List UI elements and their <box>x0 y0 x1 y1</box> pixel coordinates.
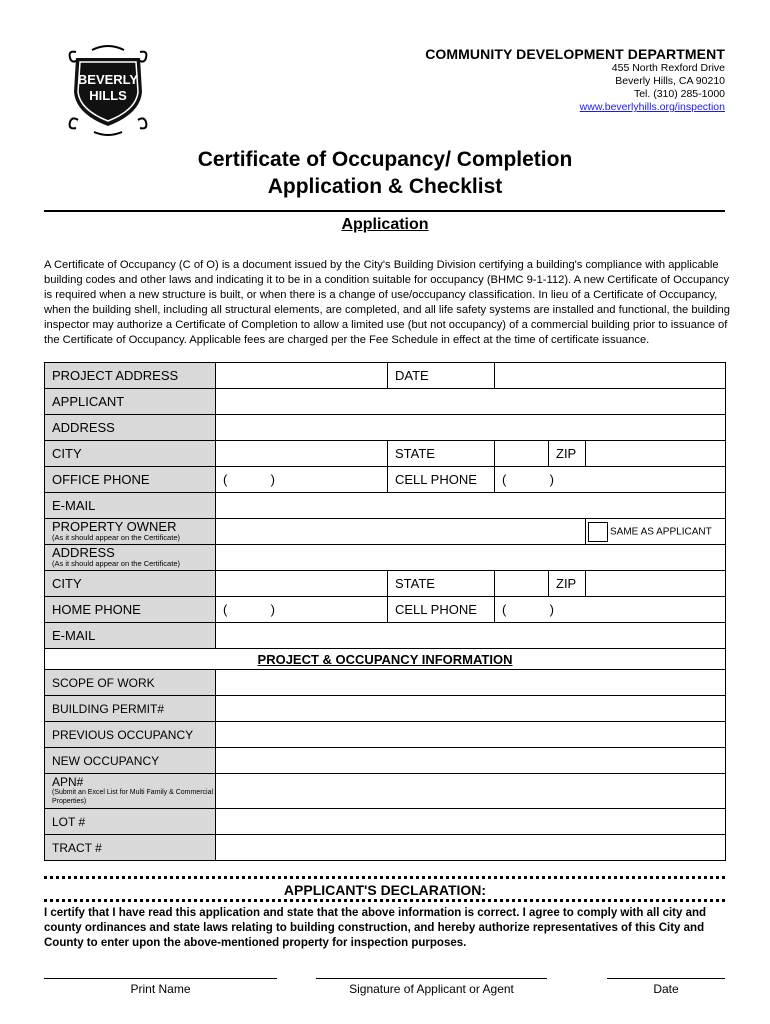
owner-cell-phone-label: CELL PHONE <box>388 597 495 623</box>
previous-occupancy-label: PREVIOUS OCCUPANCY <box>45 722 216 748</box>
same-as-applicant-checkbox[interactable] <box>588 522 608 542</box>
applicant-label: APPLICANT <box>45 389 216 415</box>
project-info-heading: PROJECT & OCCUPANCY INFORMATION <box>45 649 726 670</box>
dotted-divider-bottom <box>44 899 725 902</box>
property-owner-text: PROPERTY OWNER <box>52 519 177 534</box>
same-as-applicant-label: SAME AS APPLICANT <box>610 526 712 538</box>
phone-close-paren: ) <box>270 472 275 487</box>
row-project-address <box>45 363 726 389</box>
phone-open-paren: ( <box>223 602 228 617</box>
city-label: CITY <box>45 441 216 467</box>
property-owner-field[interactable] <box>216 519 586 545</box>
page-title <box>0 146 770 200</box>
project-address-field[interactable] <box>216 363 388 389</box>
row-apn <box>45 774 726 809</box>
phone-open-paren: ( <box>502 472 507 487</box>
zip-label: ZIP <box>549 441 586 467</box>
print-name-line[interactable] <box>44 978 277 979</box>
row-home-phone <box>45 597 726 623</box>
row-email <box>45 493 726 519</box>
phone-open-paren: ( <box>502 602 507 617</box>
row-lot <box>45 809 726 835</box>
address-field[interactable] <box>216 415 726 441</box>
new-occupancy-label: NEW OCCUPANCY <box>45 748 216 774</box>
cell-phone-label: CELL PHONE <box>388 467 495 493</box>
department-block <box>425 46 725 114</box>
phone-close-paren: ) <box>549 602 554 617</box>
owner-state-field[interactable] <box>495 571 549 597</box>
date-field[interactable] <box>495 363 726 389</box>
owner-address-text: ADDRESS <box>52 545 115 560</box>
declaration-text: I certify that I have read this application and state that the above information is correct. I agree to comply with all city and county ordinances and state laws relating to building construction, and hereby authorize representatives of this City and County to enter upon the above-mentioned property for inspection purposes. <box>44 907 707 949</box>
declaration-heading: APPLICANT'S DECLARATION: <box>283 882 487 898</box>
signature-label: Signature of Applicant or Agent <box>349 982 514 996</box>
home-phone-field[interactable] <box>216 597 388 623</box>
city-field[interactable] <box>216 441 388 467</box>
row-tract <box>45 835 726 861</box>
date-line[interactable] <box>607 978 725 979</box>
date-label: DATE <box>388 363 495 389</box>
owner-address-note: (As it should appear on the Certificate) <box>52 559 180 568</box>
project-address-label: PROJECT ADDRESS <box>45 363 216 389</box>
application-heading: Application <box>341 216 429 233</box>
print-name-label: Print Name <box>130 982 191 996</box>
row-address <box>45 415 726 441</box>
row-owner-city <box>45 571 726 597</box>
owner-city-field[interactable] <box>216 571 388 597</box>
applicant-field[interactable] <box>216 389 726 415</box>
website-link[interactable]: www.beverlyhills.org/inspection <box>579 101 725 113</box>
previous-occupancy-field[interactable] <box>216 722 726 748</box>
dotted-divider-top <box>44 876 725 879</box>
address-label: ADDRESS <box>45 415 216 441</box>
title-line1: Certificate of Occupancy/ Completion <box>197 148 573 171</box>
owner-address-field[interactable] <box>216 545 726 571</box>
row-previous-occupancy <box>45 722 726 748</box>
owner-cell-phone-field[interactable] <box>495 597 726 623</box>
department-name: COMMUNITY DEVELOPMENT DEPARTMENT <box>425 46 725 62</box>
owner-state-label: STATE <box>388 571 495 597</box>
property-owner-note: (As it should appear on the Certificate) <box>52 533 180 542</box>
lot-field[interactable] <box>216 809 726 835</box>
scope-of-work-label: SCOPE OF WORK <box>45 670 216 696</box>
home-phone-label: HOME PHONE <box>45 597 216 623</box>
row-owner-email <box>45 623 726 649</box>
application-form <box>44 362 726 861</box>
apn-text: APN# <box>52 775 84 789</box>
apn-field[interactable] <box>216 774 726 809</box>
new-occupancy-field[interactable] <box>216 748 726 774</box>
state-label: STATE <box>388 441 495 467</box>
phone-close-paren: ) <box>549 472 554 487</box>
owner-email-field[interactable] <box>216 623 726 649</box>
building-permit-label: BUILDING PERMIT# <box>45 696 216 722</box>
email-label: E-MAIL <box>45 493 216 519</box>
row-new-occupancy <box>45 748 726 774</box>
row-scope <box>45 670 726 696</box>
owner-address-label <box>45 545 216 571</box>
tract-field[interactable] <box>216 835 726 861</box>
office-phone-field[interactable] <box>216 467 388 493</box>
address-line1: 455 North Rexford Drive <box>611 62 725 74</box>
cell-phone-field[interactable] <box>495 467 726 493</box>
row-property-owner <box>45 519 726 545</box>
same-as-applicant[interactable] <box>586 519 726 545</box>
scope-of-work-field[interactable] <box>216 670 726 696</box>
tract-label: TRACT # <box>45 835 216 861</box>
logo-text-line2: HILLS <box>89 88 127 103</box>
owner-city-label: CITY <box>45 571 216 597</box>
row-city <box>45 441 726 467</box>
property-owner-label <box>45 519 216 545</box>
email-field[interactable] <box>216 493 726 519</box>
logo-text-line1: BEVERLY <box>77 72 139 87</box>
zip-field[interactable] <box>586 441 726 467</box>
owner-email-label: E-MAIL <box>45 623 216 649</box>
address-line2: Beverly Hills, CA 90210 <box>615 75 725 87</box>
signature-line[interactable] <box>316 978 547 979</box>
phone-close-paren: ) <box>270 602 275 617</box>
row-office-phone <box>45 467 726 493</box>
row-applicant <box>45 389 726 415</box>
apn-label <box>45 774 216 809</box>
date-signature-label: Date <box>653 982 679 996</box>
building-permit-field[interactable] <box>216 696 726 722</box>
department-phone: Tel. (310) 285-1000 <box>633 88 725 100</box>
row-owner-address <box>45 545 726 571</box>
title-divider <box>44 210 725 212</box>
title-line2: Application & Checklist <box>267 175 503 198</box>
row-project-info-heading <box>45 649 726 670</box>
city-logo <box>62 42 154 138</box>
row-building-permit <box>45 696 726 722</box>
lot-label: LOT # <box>45 809 216 835</box>
state-field[interactable] <box>495 441 549 467</box>
phone-open-paren: ( <box>223 472 228 487</box>
intro-paragraph: A Certificate of Occupancy (C of O) is a document issued by the City's Building Division certifying a building's compliance with applicable building codes and other laws and indicating it to be in a condition suitable for occupancy (BHMC 9-1-112). A new Certificate of Occupancy is required when a new structure is built, or when there is a change of use/occupancy classification. In lieu of a Certificate of Occupancy, when the building shell, including all structural elements, are completed, and all life safety systems are installed and functional, the building inspector may authorize a Certificate of Completion to allow a limited use (but not occupancy) of a commercial building prior to issuance of the Certificate of Occupancy. Applicable fees are charged per the Fee Schedule in effect at the time of certificate issuance. <box>44 259 730 346</box>
owner-zip-field[interactable] <box>586 571 726 597</box>
apn-note: (Submit an Excel List for Multi Family & Commercial Properties) <box>52 789 214 805</box>
owner-zip-label: ZIP <box>549 571 586 597</box>
office-phone-label: OFFICE PHONE <box>45 467 216 493</box>
